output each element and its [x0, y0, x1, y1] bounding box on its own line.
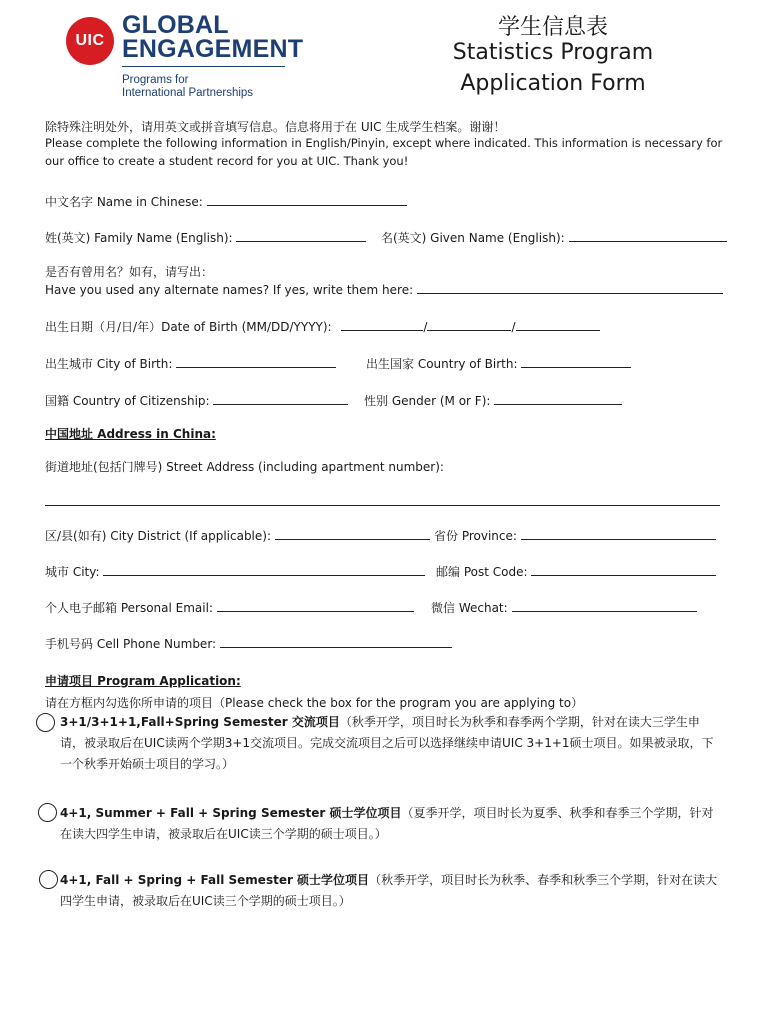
district-label: 区/县(如有) City District (If applicable): — [45, 529, 271, 543]
street-field[interactable] — [45, 505, 720, 506]
given-name-field[interactable] — [569, 229, 727, 242]
province-label: 省份 Province: — [434, 529, 517, 543]
dob-label: 出生日期（月/日/年）Date of Birth (MM/DD/YYYY): — [45, 320, 332, 334]
dob-row: 出生日期（月/日/年）Date of Birth (MM/DD/YYYY): / / — [45, 318, 600, 335]
alt-names-field[interactable] — [417, 281, 723, 294]
option-4plus1-fall-radio[interactable] — [39, 870, 58, 889]
program-instruction: 请在方框内勾选你所申请的项目（Please check the box for the program you are applying to） — [45, 696, 584, 710]
country-birth-row — [366, 355, 631, 372]
city-row — [45, 563, 425, 580]
city-birth-field[interactable] — [176, 355, 336, 368]
address-heading: 中国地址 Address in China: — [45, 427, 216, 441]
wechat-label: 微信 Wechat: — [431, 601, 508, 615]
option-4plus1-fall-title: 4+1, Fall + Spring + Fall Semester 硕士学位项目 — [60, 873, 370, 887]
dob-year-field[interactable] — [516, 318, 600, 331]
alt-names-label: Have you used any alternate names? If yes, write them here: — [45, 283, 414, 297]
logo-engagement: ENGAGEMENT — [122, 35, 304, 63]
option-3plus1-desc: （秋季开学，项目时长为秋季和春季两个学期，针对在读大三学生申请，被录取后在UIC读两个学期3+1交流项目。完成交流项目之后可以选择继续申请UIC 3+1+1硕士项目。如果被录取，下一个秋季开始硕士项目的学习。） — [60, 715, 714, 771]
province-row — [434, 527, 716, 544]
citizenship-label: 国籍 Country of Citizenship: — [45, 394, 210, 408]
alt-names-cn: 是否有曾用名？如有，请写出： — [45, 265, 214, 279]
option-4plus1-fall-text — [60, 870, 720, 912]
wechat-row — [431, 599, 697, 616]
name-chinese-field[interactable] — [207, 193, 407, 206]
city-birth-label: 出生城市 City of Birth: — [45, 357, 173, 371]
intro-en-1: Please complete the following information in English/Pinyin, except where indicated. This information is necessary for — [45, 136, 723, 150]
city-label: 城市 City: — [45, 565, 100, 579]
alt-names-row — [45, 281, 723, 297]
street-label: 街道地址(包括门牌号) Street Address (including apartment number): — [45, 460, 444, 474]
logo-sub-1: Programs for — [122, 74, 189, 86]
option-3plus1-radio[interactable] — [36, 713, 55, 732]
postcode-label: 邮编 Post Code: — [436, 565, 528, 579]
family-name-field[interactable] — [236, 229, 366, 242]
postcode-row — [436, 563, 716, 580]
wechat-field[interactable] — [512, 599, 697, 612]
given-name-label: 名(英文) Given Name (English): — [381, 231, 565, 245]
name-chinese-row — [45, 193, 407, 210]
citizenship-field[interactable] — [213, 392, 348, 405]
email-row — [45, 599, 414, 616]
title-chinese: 学生信息表 — [497, 15, 608, 40]
program-heading: 申请项目 Program Application: — [45, 674, 241, 688]
citizenship-row — [45, 392, 348, 409]
given-name-row — [381, 229, 727, 246]
logo-sub-2: International Partnerships — [122, 87, 254, 99]
name-chinese-label: 中文名字 Name in Chinese: — [45, 195, 203, 209]
gender-field[interactable] — [494, 392, 622, 405]
country-birth-field[interactable] — [521, 355, 631, 368]
family-name-label: 姓(英文) Family Name (English): — [45, 231, 233, 245]
option-4plus1-summer-desc: （夏季开学，项目时长为夏季、秋季和春季三个学期，针对在读大四学生申请，被录取后在UIC读三个学期的硕士项目。） — [60, 806, 714, 841]
dob-month-field[interactable] — [341, 318, 423, 331]
uic-logo-mark: UIC — [66, 17, 114, 65]
city-birth-row — [45, 355, 336, 372]
option-3plus1-title: 3+1/3+1+1,Fall+Spring Semester 交流项目 — [60, 715, 340, 729]
province-field[interactable] — [521, 527, 716, 540]
option-4plus1-summer-radio[interactable] — [38, 803, 57, 822]
intro-en-2: our office to create a student record for you at UIC. Thank you! — [45, 154, 409, 168]
email-label: 个人电子邮箱 Personal Email: — [45, 601, 213, 615]
phone-field[interactable] — [220, 635, 452, 648]
email-field[interactable] — [217, 599, 414, 612]
option-4plus1-fall-desc: （秋季开学，项目时长为秋季、春季和秋季三个学期，针对在读大四学生申请，被录取后在UIC读三个学期的硕士项目。） — [60, 873, 718, 908]
title-program: Statistics Program — [452, 40, 654, 65]
family-name-row — [45, 229, 366, 246]
district-field[interactable] — [275, 527, 430, 540]
logo-global: GLOBAL — [122, 11, 229, 39]
option-4plus1-summer-title: 4+1, Summer + Fall + Spring Semester 硕士学位项目 — [60, 806, 402, 820]
postcode-field[interactable] — [531, 563, 716, 576]
dob-day-field[interactable] — [427, 318, 511, 331]
gender-label: 性别 Gender (M or F): — [364, 394, 491, 408]
phone-label: 手机号码 Cell Phone Number: — [45, 637, 217, 651]
option-4plus1-summer-text — [60, 803, 720, 845]
gender-row — [364, 392, 622, 409]
intro-cn: 除特殊注明处外，请用英文或拼音填写信息。信息将用于在 UIC 生成学生档案。谢谢！ — [45, 120, 506, 134]
district-row — [45, 527, 430, 544]
phone-row — [45, 635, 452, 652]
country-birth-label: 出生国家 Country of Birth: — [366, 357, 518, 371]
logo-divider — [122, 66, 285, 67]
title-form: Application Form — [460, 71, 646, 96]
option-3plus1-text — [60, 712, 720, 775]
city-field[interactable] — [103, 563, 425, 576]
